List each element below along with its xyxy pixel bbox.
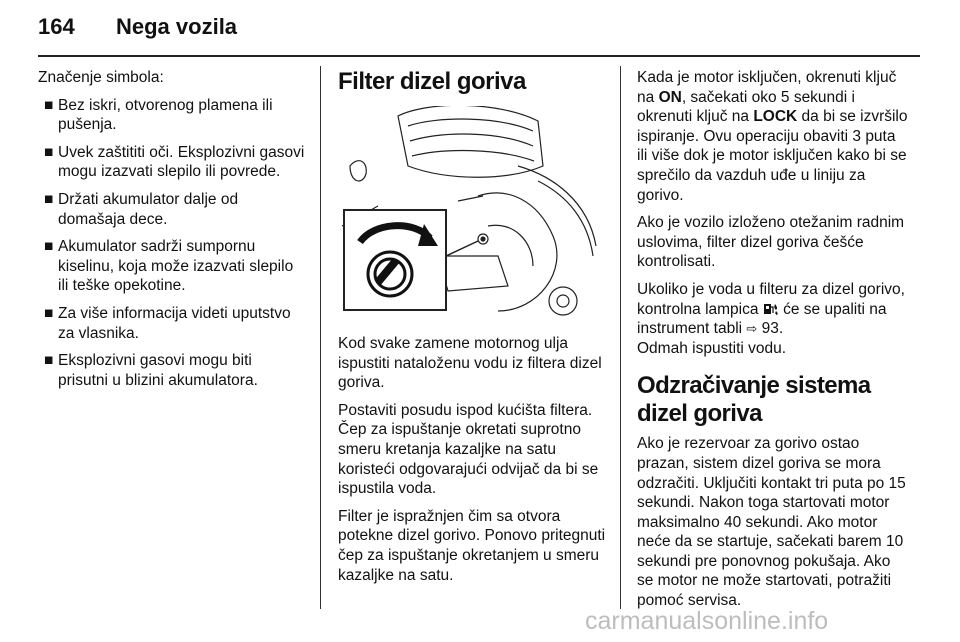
conditions-paragraph: Ako je vozilo izloženo otežanim radnim uslovima, filter dizel goriva češće kontrolisati.: [637, 214, 905, 271]
bullet-icon: ■: [44, 190, 54, 208]
header-divider: [38, 55, 920, 57]
bullet-icon: ■: [44, 96, 54, 114]
list-item: ■ Uvek zaštititi oči. Eksplozivni gasovi mogu izazvati slepilo ili povrede.: [44, 143, 305, 181]
column-divider-1: [320, 66, 321, 609]
filter-paragraph-1: Kod svake zamene motornog ulja ispustiti nataloženu vodu iz filtera dizel goriva.: [338, 335, 602, 392]
key-lock-label: LOCK: [753, 108, 798, 126]
page-reference-arrow-icon: ⇨: [746, 321, 758, 337]
column-diesel-filter: [338, 68, 606, 593]
list-item: ■ Akumulator sadrži sumpornu kiselinu, koja može izazvati slepilo ili teške opekotine.: [44, 238, 294, 295]
key-on-label: ON: [658, 88, 682, 106]
symbol-list: [38, 96, 306, 391]
filter-drain-plug-icon: [338, 106, 602, 316]
page-header: [38, 14, 918, 50]
watermark-text: carmanualsonline.info: [585, 607, 829, 635]
column-symbols: [38, 68, 306, 398]
bullet-icon: ■: [44, 238, 54, 256]
bullet-icon: ■: [44, 304, 54, 322]
bullet-icon: ■: [44, 143, 54, 161]
page-number: 164: [38, 14, 75, 39]
list-item: ■ Eksplozivni gasovi mogu biti prisutni u blizini akumulatora.: [44, 352, 258, 389]
symbols-intro: Značenje simbola:: [38, 69, 164, 86]
chapter-title: Nega vozila: [116, 14, 238, 39]
filter-paragraph-3: Filter je ispražnjen čim sa otvora potekne dizel gorivo. Ponovo pritegnuti čep za ispuštanje okretanjem u smeru kazaljke na satu.: [338, 507, 606, 584]
bleeding-paragraph: Ako je rezervoar za gorivo ostao prazan, sistem dizel goriva se mora odzračiti. Uključiti kontakt tri puta po 15 sekundi. Nakon toga startovati motor maksimalno 40 sekundi. Ako motor neće da se startuje, sačekati barem 10 sekundi pre ponovnog pokušaja. Ako se motor ne može startovati, potražiti pomoć servisa.: [637, 435, 906, 610]
section-heading-diesel-filter: Filter dizel goriva: [338, 68, 526, 95]
column-divider-2: [620, 66, 621, 609]
ignition-paragraph: Kada je motor isključen, okrenuti ključ na ON, sačekati oko 5 sekundi i okrenuti ključ na LOCK da bi se izvršilo ispiranje. Ovu operaciju obaviti 3 puta ili više dok je motor isključen kako bi se sprečilo da vazduh uđe u liniju za gorivo.: [637, 69, 908, 204]
list-item: ■ Bez iskri, otvorenog plamena ili pušenja.: [44, 96, 273, 134]
column-bleeding: [637, 68, 909, 619]
list-item: ■ Držati akumulator dalje od domašaja dece.: [44, 190, 239, 228]
water-in-fuel-icon: [763, 302, 779, 316]
list-item: ■ Za više informacija videti uputstvo za vlasnika.: [44, 304, 291, 342]
water-indicator-paragraph: Ukoliko je voda u filteru za dizel gorivo, kontrolna lampica će se upaliti na instrument tabli ⇨ 93. Odmah ispustiti vodu.: [637, 280, 905, 357]
filter-paragraph-2: Postaviti posudu ispod kućišta filtera. Čep za ispuštanje okretati suprotno smeru kretanja kazaljke na satu koristeći odgovarajući odvijač da bi se ispustila voda.: [338, 401, 599, 498]
bullet-icon: ■: [44, 352, 54, 370]
section-heading-bleeding: Odzračivanje sistema dizel goriva: [637, 372, 871, 428]
diesel-filter-illustration: [338, 106, 602, 316]
